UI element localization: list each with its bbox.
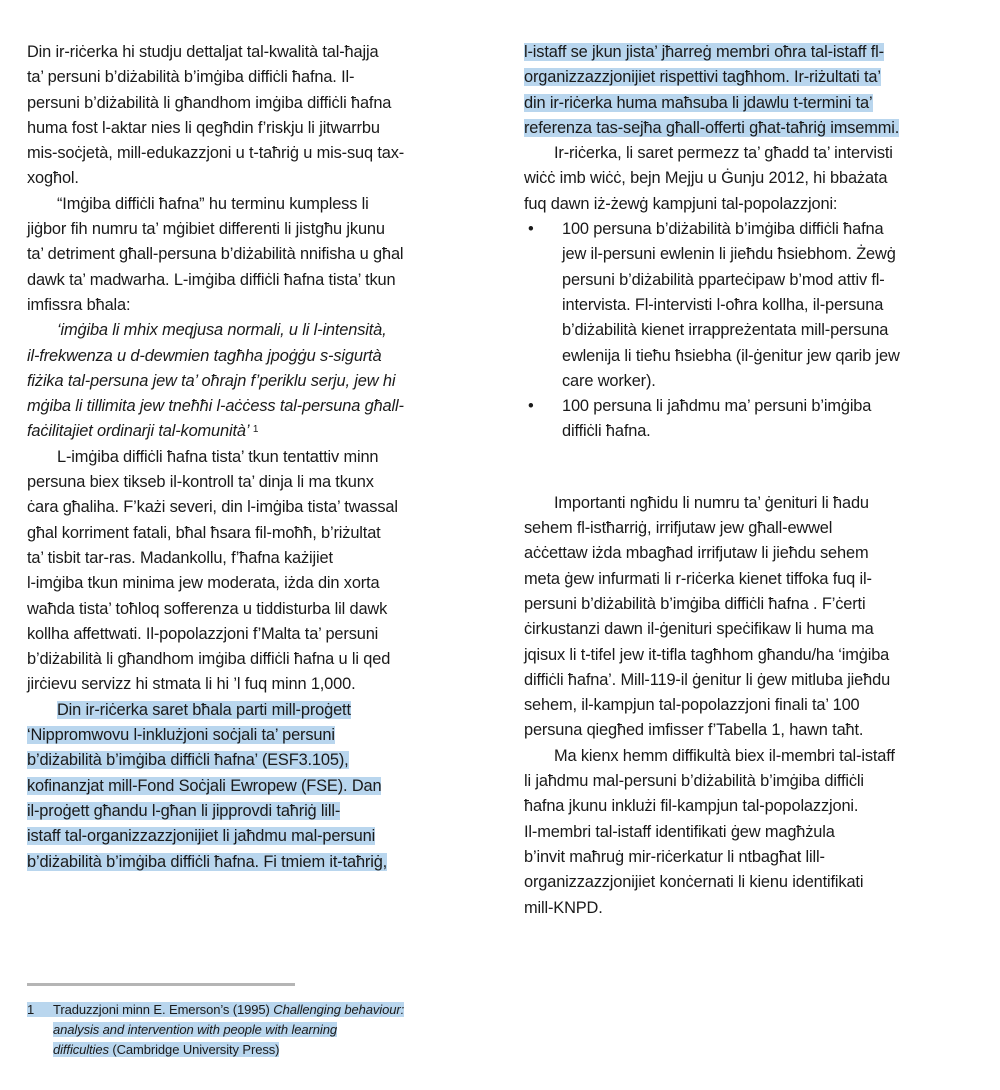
selected-text-line[interactable] bbox=[27, 698, 502, 723]
text-line: meta ġew infurmati li r-riċerka kienet tiffoka fuq il- bbox=[524, 569, 872, 588]
text-line: persuna biex tikseb il-kontroll ta’ dinja li ma tkunx bbox=[27, 473, 374, 492]
text-selection[interactable]: b’diżabilità b’imġiba diffiċli ħafna. Fi tmiem it-taħriġ, bbox=[27, 852, 388, 871]
paragraph-project-highlighted[interactable] bbox=[27, 698, 502, 875]
footnote-text: Traduzzjoni minn E. Emerson’s (1995) bbox=[53, 1002, 270, 1017]
paragraph-behaviour bbox=[27, 445, 502, 698]
paragraph-intro bbox=[27, 40, 502, 192]
text-line: dawk ta’ madwarha. L-imġiba diffiċli ħafna tista’ tkun bbox=[27, 270, 396, 289]
selected-text-line[interactable] bbox=[27, 850, 502, 875]
text-line: kollha affettwati. Il-popolazzjoni f’Malta ta’ persuni bbox=[27, 624, 379, 643]
quote-line: mġiba li tillimita jew tneħħi l-aċċess tal-persuna għall- bbox=[27, 397, 404, 416]
text-line: sehem fl-istħarriġ, irrifjutaw jew għall-ewwel bbox=[524, 519, 833, 538]
text-line: intervista. Fl-intervisti l-oħra kollha, il-persuna bbox=[562, 295, 884, 314]
paragraph-definition bbox=[27, 192, 502, 318]
text-line: Ir-riċerka, li saret permezz ta’ għadd ta’ intervisti bbox=[554, 144, 893, 163]
text-selection[interactable]: referenza tas-sejħa għall-offerti għat-taħriġ imsemmi. bbox=[524, 118, 900, 137]
text-line: mis-soċjetà, mill-edukazzjoni u t-taħriġ u mis-suq tax- bbox=[27, 144, 405, 163]
paragraph-staff bbox=[524, 744, 984, 921]
text-line: persuni b’diżabilità b’imġiba diffiċli ħafna . F’ċerti bbox=[524, 594, 866, 613]
right-column bbox=[524, 40, 984, 921]
quote-line bbox=[27, 419, 502, 444]
selected-text-line[interactable] bbox=[27, 723, 502, 748]
text-line: b’diżabilità li għandhom imġiba diffiċli ħafna u li qed bbox=[27, 650, 391, 669]
text-line: ta’ persuni b’diżabilità b’imġiba diffiċli ħafna. Il- bbox=[27, 68, 355, 87]
selected-text-line[interactable] bbox=[27, 748, 502, 773]
text-line: 100 persuna li jaħdmu ma’ persuni b’imġiba bbox=[562, 397, 872, 416]
text-line: organizzazzjonijiet konċernati li kienu identifikati bbox=[524, 873, 864, 892]
footnote-book-title: analysis and intervention with people with learning bbox=[53, 1022, 337, 1037]
selected-text-line[interactable] bbox=[524, 65, 984, 90]
bullet-item bbox=[524, 217, 984, 394]
text-line: L-imġiba diffiċli ħafna tista’ tkun tentattiv minn bbox=[57, 447, 379, 466]
text-line: huma fost l-aktar nies li qegħdin f’riskju li jitwarrbu bbox=[27, 118, 380, 137]
text-line: jew il-persuni ewlenin li jieħdu ħsiebhom. Żewġ bbox=[562, 245, 896, 264]
selected-text-line[interactable] bbox=[27, 799, 502, 824]
quote-text: faċilitajiet ordinarji tal-komunità’ bbox=[27, 422, 249, 441]
footnote-book-title: Challenging behaviour: bbox=[273, 1002, 405, 1017]
selected-text-line[interactable] bbox=[524, 116, 984, 141]
text-selection[interactable]: Din ir-riċerka saret bħala parti mill-proġett bbox=[57, 700, 351, 719]
text-line: mill-KNPD. bbox=[524, 898, 603, 917]
selected-text-line[interactable] bbox=[27, 824, 502, 849]
text-line: 100 persuna b’diżabilità b’imġiba diffiċli ħafna bbox=[562, 220, 884, 239]
text-line: “Imġiba diffiċli ħafna” hu terminu kumpless li bbox=[57, 194, 369, 213]
text-selection[interactable]: il-proġett għandu l-għan li jipprovdi taħriġ lill- bbox=[27, 801, 341, 820]
text-line: xogħol. bbox=[27, 169, 79, 188]
footnote-publisher: (Cambridge University Press) bbox=[112, 1042, 280, 1057]
paragraph-method bbox=[524, 141, 984, 217]
text-line: Din ir-riċerka hi studju dettaljat tal-kwalità tal-ħajja bbox=[27, 43, 379, 61]
quote-line: fiżika tal-persuna jew ta’ oħrajn f’periklu serju, jew hi bbox=[27, 371, 396, 390]
text-line: Il-membri tal-istaff identifikati ġew magħżula bbox=[524, 822, 835, 841]
text-selection[interactable]: ‘Nippromwovu l-inklużjoni soċjali ta’ persuni bbox=[27, 726, 335, 745]
bullet-icon: • bbox=[528, 397, 534, 416]
text-line: persuni b’diżabilità pparteċipaw b’mod attiv fl- bbox=[562, 270, 885, 289]
text-line: aċċettaw iżda mbagħad irrifjutaw li jieħdu sehem bbox=[524, 544, 869, 563]
footnote-separator bbox=[27, 983, 295, 986]
text-line: persuna qiegħed imfisser f’Tabella 1, hawn taħt. bbox=[524, 721, 864, 740]
text-selection[interactable]: kofinanzjat mill-Fond Soċjali Ewropew (FSE). Dan bbox=[27, 776, 382, 795]
selected-text-line[interactable] bbox=[524, 91, 984, 116]
text-line: jiġbor fih numru ta’ mġibiet differenti li jistgħu jkunu bbox=[27, 220, 385, 239]
text-line: waħda tista’ toħloq sofferenza u tiddisturba lil dawk bbox=[27, 599, 388, 618]
text-line: ewlenija li tieħu ħsiebha (il-ġenitur jew qarib jew bbox=[562, 346, 900, 365]
paragraph-parents bbox=[524, 491, 984, 744]
text-selection[interactable]: b’diżabilità b’imġiba diffiċli ħafna’ (ESF3.105), bbox=[27, 751, 349, 770]
text-line: diffiċli ħafna. bbox=[562, 422, 651, 441]
blank-space bbox=[524, 445, 984, 491]
text-selection[interactable]: l-istaff se jkun jista’ jħarreġ membri oħra tal-istaff fl- bbox=[524, 43, 884, 61]
bullet-item bbox=[524, 394, 984, 445]
quote-line: ‘imġiba li mhix meqjusa normali, u li l-intensità, bbox=[57, 321, 387, 340]
left-column bbox=[27, 40, 502, 875]
text-line: Ma kienx hemm diffikultà biex il-membri tal-istaff bbox=[554, 746, 895, 765]
text-line: jirċievu servizz hi stmata li hi ’l fuq minn 1,000. bbox=[27, 675, 356, 694]
block-quote bbox=[27, 318, 502, 444]
footnote-book-title: difficulties bbox=[53, 1042, 109, 1057]
text-line: b’invit maħruġ mir-riċerkatur li ntbagħat lill- bbox=[524, 847, 825, 866]
selected-text-line[interactable] bbox=[524, 40, 984, 65]
text-line: l-imġiba tkun minima jew moderata, iżda din xorta bbox=[27, 574, 380, 593]
quote-line: il-frekwenza u d-dewmien tagħha jpoġġu s-sigurtà bbox=[27, 346, 382, 365]
footnote[interactable] bbox=[27, 1000, 404, 1060]
text-line: b’diżabilità kienet irrappreżentata mill-persuna bbox=[562, 321, 889, 340]
text-line: ċara għaliha. F’każi severi, din l-imġiba tista’ twassal bbox=[27, 498, 398, 517]
text-line: care worker). bbox=[562, 371, 656, 390]
footnote-number: 1 bbox=[27, 1002, 35, 1017]
text-line: ċirkustanzi dawn il-ġenituri speċifikaw li huma ma bbox=[524, 620, 874, 639]
text-line: ta’ tisbit tar-ras. Madankollu, f’ħafna każijiet bbox=[27, 548, 333, 567]
text-line: wiċċ imb wiċċ, bejn Mejju u Ġunju 2012, hi bbażata bbox=[524, 169, 888, 188]
text-line: Importanti ngħidu li numru ta’ ġenituri li ħadu bbox=[554, 493, 869, 512]
text-line: diffiċli ħafna’. Mill-119-il ġenitur li ġew mitluba jieħdu bbox=[524, 670, 891, 689]
bullet-icon: • bbox=[528, 220, 534, 239]
text-line: imfissra bħala: bbox=[27, 295, 131, 314]
text-line: fuq dawn iż-żewġ kampjuni tal-popolazzjoni: bbox=[524, 194, 838, 213]
text-line: ta’ detriment għall-persuna b’diżabilità nnifisha u għal bbox=[27, 245, 404, 264]
paragraph-results-highlighted[interactable] bbox=[524, 40, 984, 141]
text-line: jqisux li t-tifel jew it-tifla tagħhom għandu/ha ‘imġiba bbox=[524, 645, 890, 664]
text-line: li jaħdmu mal-persuni b’diżabilità b’imġiba diffiċli bbox=[524, 772, 864, 791]
text-line: għal korriment fatali, bħal ħsara fil-moħħ, b’riżultat bbox=[27, 523, 381, 542]
text-line: persuni b’diżabilità li għandhom imġiba diffiċli ħafna bbox=[27, 93, 392, 112]
text-line: ħafna jkunu inklużi fil-kampjun tal-popolazzjoni. bbox=[524, 797, 859, 816]
text-selection[interactable]: organizzazzjonijiet rispettivi tagħhom. Ir-riżultati ta’ bbox=[524, 68, 881, 87]
selected-text-line[interactable] bbox=[27, 774, 502, 799]
text-selection[interactable]: din ir-riċerka huma maħsuba li jdawlu t-termini ta’ bbox=[524, 93, 873, 112]
text-line: sehem, il-kampjun tal-popolazzjoni finali ta’ 100 bbox=[524, 696, 860, 715]
footnote-reference[interactable]: 1 bbox=[252, 424, 259, 436]
text-selection[interactable]: istaff tal-organizzazzjonijiet li jaħdmu mal-persuni bbox=[27, 827, 376, 846]
